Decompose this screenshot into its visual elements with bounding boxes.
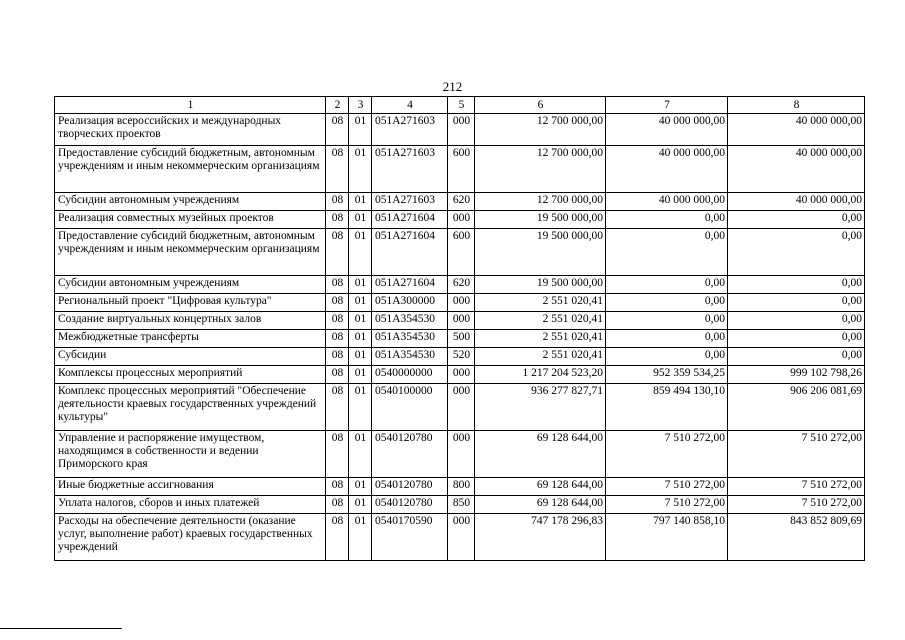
amount-col8: 0,00	[728, 348, 865, 366]
amount-col8: 40 000 000,00	[728, 146, 865, 193]
table-row	[55, 330, 865, 348]
target-article: 0540000000	[372, 366, 448, 384]
target-article: 051A300000	[372, 294, 448, 312]
expense-type: 600	[448, 229, 475, 276]
amount-col8: 906 206 081,69	[728, 384, 865, 431]
section-code: 08	[326, 514, 349, 561]
subsection-code: 01	[349, 431, 372, 478]
row-name: Субсидии	[55, 348, 326, 366]
table-row	[55, 114, 865, 146]
section-code: 08	[326, 348, 349, 366]
target-article: 0540120780	[372, 431, 448, 478]
expense-type: 000	[448, 514, 475, 561]
section-code: 08	[326, 312, 349, 330]
row-name: Субсидии автономным учреждениям	[55, 193, 326, 211]
subsection-code: 01	[349, 384, 372, 431]
expense-type: 800	[448, 478, 475, 496]
table-row	[55, 211, 865, 229]
target-article: 051A354530	[372, 312, 448, 330]
section-code: 08	[326, 431, 349, 478]
amount-col7: 797 140 858,10	[606, 514, 728, 561]
table-header-row	[55, 97, 865, 114]
column-header: 2	[326, 97, 349, 114]
amount-col8: 7 510 272,00	[728, 478, 865, 496]
amount-col6: 2 551 020,41	[475, 348, 606, 366]
amount-col6: 19 500 000,00	[475, 211, 606, 229]
column-header: 5	[448, 97, 475, 114]
section-code: 08	[326, 276, 349, 294]
amount-col6: 12 700 000,00	[475, 114, 606, 146]
section-code: 08	[326, 229, 349, 276]
row-name: Региональный проект "Цифровая культура"	[55, 294, 326, 312]
amount-col7: 7 510 272,00	[606, 431, 728, 478]
target-article: 051A354530	[372, 330, 448, 348]
expense-type: 520	[448, 348, 475, 366]
expense-type: 620	[448, 276, 475, 294]
expense-type: 500	[448, 330, 475, 348]
section-code: 08	[326, 193, 349, 211]
table-row	[55, 312, 865, 330]
target-article: 0540120780	[372, 496, 448, 514]
amount-col6: 69 128 644,00	[475, 431, 606, 478]
amount-col7: 0,00	[606, 312, 728, 330]
section-code: 08	[326, 366, 349, 384]
expense-type: 000	[448, 211, 475, 229]
column-header: 7	[606, 97, 728, 114]
table-row	[55, 348, 865, 366]
row-name: Создание виртуальных концертных залов	[55, 312, 326, 330]
table-row	[55, 496, 865, 514]
subsection-code: 01	[349, 211, 372, 229]
amount-col6: 2 551 020,41	[475, 294, 606, 312]
amount-col7: 859 494 130,10	[606, 384, 728, 431]
expense-type: 000	[448, 114, 475, 146]
amount-col8: 0,00	[728, 229, 865, 276]
subsection-code: 01	[349, 330, 372, 348]
target-article: 051A271603	[372, 114, 448, 146]
table-row	[55, 146, 865, 193]
target-article: 0540120780	[372, 478, 448, 496]
target-article: 051A271604	[372, 211, 448, 229]
table-body	[55, 114, 865, 561]
row-name: Реализация совместных музейных проектов	[55, 211, 326, 229]
section-code: 08	[326, 294, 349, 312]
row-name: Расходы на обеспечение деятельности (оказание услуг, выполнение работ) краевых государственных учреждений	[55, 514, 326, 561]
amount-col6: 19 500 000,00	[475, 229, 606, 276]
section-code: 08	[326, 496, 349, 514]
table-row	[55, 366, 865, 384]
amount-col7: 40 000 000,00	[606, 193, 728, 211]
amount-col7: 0,00	[606, 211, 728, 229]
subsection-code: 01	[349, 312, 372, 330]
row-name: Предоставление субсидий бюджетным, автономным учреждениям и иным некоммерческим организациям	[55, 146, 326, 193]
amount-col8: 0,00	[728, 276, 865, 294]
subsection-code: 01	[349, 146, 372, 193]
amount-col7: 40 000 000,00	[606, 114, 728, 146]
section-code: 08	[326, 114, 349, 146]
expense-type: 620	[448, 193, 475, 211]
row-name: Иные бюджетные ассигнования	[55, 478, 326, 496]
amount-col6: 69 128 644,00	[475, 478, 606, 496]
subsection-code: 01	[349, 294, 372, 312]
subsection-code: 01	[349, 478, 372, 496]
amount-col7: 0,00	[606, 276, 728, 294]
subsection-code: 01	[349, 514, 372, 561]
expense-type: 850	[448, 496, 475, 514]
amount-col6: 2 551 020,41	[475, 312, 606, 330]
table-row	[55, 478, 865, 496]
table-row	[55, 514, 865, 561]
subsection-code: 01	[349, 276, 372, 294]
amount-col6: 2 551 020,41	[475, 330, 606, 348]
row-name: Комплексы процессных мероприятий	[55, 366, 326, 384]
footer-rule	[0, 628, 122, 629]
column-header: 8	[728, 97, 865, 114]
target-article: 051A271604	[372, 276, 448, 294]
column-header: 1	[55, 97, 326, 114]
table-row	[55, 294, 865, 312]
amount-col7: 0,00	[606, 348, 728, 366]
amount-col6: 19 500 000,00	[475, 276, 606, 294]
row-name: Предоставление субсидий бюджетным, автономным учреждениям и иным некоммерческим организациям	[55, 229, 326, 276]
row-name: Межбюджетные трансферты	[55, 330, 326, 348]
amount-col7: 0,00	[606, 229, 728, 276]
table-row	[55, 229, 865, 276]
row-name: Реализация всероссийских и международных творческих проектов	[55, 114, 326, 146]
amount-col7: 0,00	[606, 330, 728, 348]
column-header: 6	[475, 97, 606, 114]
amount-col8: 40 000 000,00	[728, 114, 865, 146]
expense-type: 000	[448, 431, 475, 478]
amount-col8: 0,00	[728, 330, 865, 348]
table-row	[55, 384, 865, 431]
row-name: Субсидии автономным учреждениям	[55, 276, 326, 294]
section-code: 08	[326, 211, 349, 229]
expense-type: 000	[448, 384, 475, 431]
amount-col8: 843 852 809,69	[728, 514, 865, 561]
subsection-code: 01	[349, 229, 372, 276]
amount-col7: 952 359 534,25	[606, 366, 728, 384]
amount-col7: 7 510 272,00	[606, 496, 728, 514]
expense-type: 000	[448, 312, 475, 330]
amount-col6: 69 128 644,00	[475, 496, 606, 514]
amount-col7: 7 510 272,00	[606, 478, 728, 496]
budget-table	[54, 96, 865, 561]
amount-col6: 936 277 827,71	[475, 384, 606, 431]
expense-type: 000	[448, 366, 475, 384]
subsection-code: 01	[349, 114, 372, 146]
subsection-code: 01	[349, 193, 372, 211]
target-article: 051A354530	[372, 348, 448, 366]
amount-col7: 0,00	[606, 294, 728, 312]
subsection-code: 01	[349, 348, 372, 366]
column-header: 4	[372, 97, 448, 114]
section-code: 08	[326, 478, 349, 496]
expense-type: 000	[448, 294, 475, 312]
table-row	[55, 431, 865, 478]
row-name: Комплекс процессных мероприятий "Обеспечение деятельности краевых государственных учреждений культуры"	[55, 384, 326, 431]
subsection-code: 01	[349, 366, 372, 384]
target-article: 051A271604	[372, 229, 448, 276]
row-name: Уплата налогов, сборов и иных платежей	[55, 496, 326, 514]
amount-col8: 40 000 000,00	[728, 193, 865, 211]
amount-col8: 0,00	[728, 312, 865, 330]
target-article: 051A271603	[372, 193, 448, 211]
amount-col8: 7 510 272,00	[728, 496, 865, 514]
target-article: 0540170590	[372, 514, 448, 561]
page-number: 212	[442, 79, 463, 94]
amount-col8: 0,00	[728, 211, 865, 229]
target-article: 051A271603	[372, 146, 448, 193]
column-header: 3	[349, 97, 372, 114]
section-code: 08	[326, 146, 349, 193]
row-name: Управление и распоряжение имуществом, находящимся в собственности и ведении Приморского края	[55, 431, 326, 478]
amount-col6: 12 700 000,00	[475, 146, 606, 193]
expense-type: 600	[448, 146, 475, 193]
subsection-code: 01	[349, 496, 372, 514]
amount-col8: 0,00	[728, 294, 865, 312]
amount-col8: 999 102 798,26	[728, 366, 865, 384]
section-code: 08	[326, 384, 349, 431]
amount-col6: 12 700 000,00	[475, 193, 606, 211]
amount-col6: 747 178 296,83	[475, 514, 606, 561]
table-row	[55, 276, 865, 294]
amount-col7: 40 000 000,00	[606, 146, 728, 193]
table-row	[55, 193, 865, 211]
amount-col8: 7 510 272,00	[728, 431, 865, 478]
amount-col6: 1 217 204 523,20	[475, 366, 606, 384]
target-article: 0540100000	[372, 384, 448, 431]
section-code: 08	[326, 330, 349, 348]
